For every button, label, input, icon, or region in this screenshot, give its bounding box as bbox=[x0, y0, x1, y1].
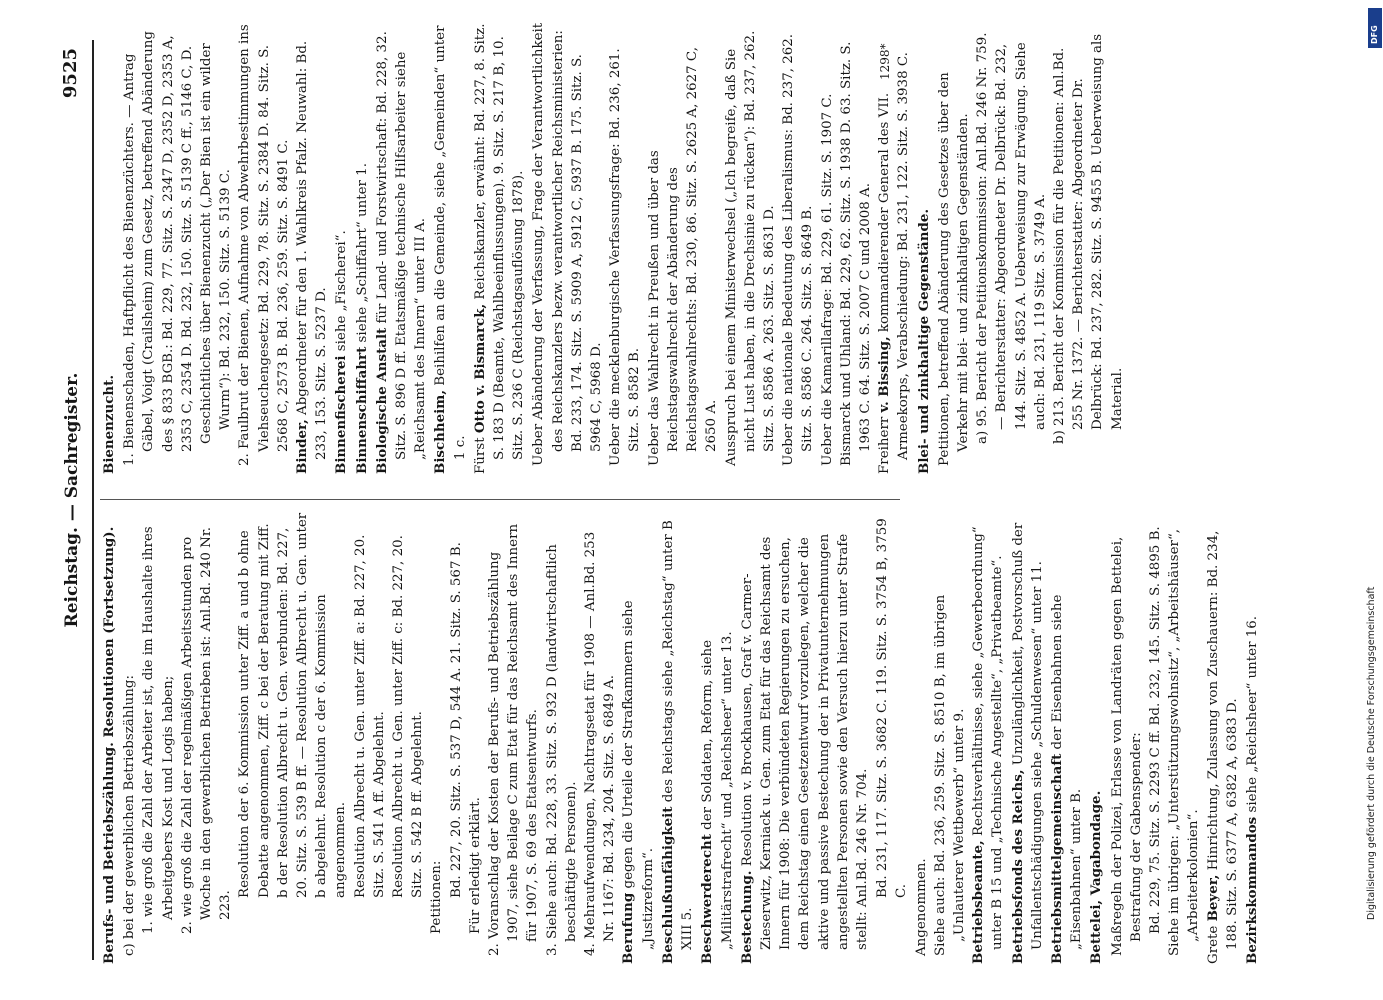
column-divider bbox=[100, 499, 900, 500]
index-entry: 2. wie groß die Zahl der regelmäßigen Arbeitsstunden pro Woche in den gewerblichen Betrieben ist: Anl.Bd. 240 Nr. 223. bbox=[179, 526, 234, 934]
index-entry: Bd. 231, 117. Sitz. S. 3682 C. 119. Sitz. S. 3754 B, 3759 C. bbox=[875, 518, 910, 898]
index-entry: Ueber Abänderung der Verfassung, Frage der Verantwortlichkeit des Reichskanzlers bezw. verantwortlicher Reichsministerien: Bd. 233, 174. Sitz. S. 5909 A, 5912 C, 5937 B. 175. Sitz. S. 5964 C, 5968 D. bbox=[531, 22, 605, 466]
index-entry: Bischheim, Beihilfen an die Gemeinde, siehe „Gemeinden“ unter 1 c. bbox=[432, 25, 468, 474]
left-column bbox=[100, 512, 1263, 964]
index-entry: Ueber die nationale Bedeutung des Liberalismus: Bd. 237, 262. Sitz. S. 8586 C. 264. Sitz. S. 8649 B. bbox=[781, 33, 816, 466]
index-entry: Bismarck und Uhland: Bd. 229, 62. Sitz. S. 1938 D. 63. Sitz. S. 1963 C. 64. Sitz. S. 2007 C und 2008 A. bbox=[838, 41, 873, 466]
index-entry: Resolution Albrecht u. Gen. unter Ziff. a: Bd. 227, 20. Sitz. S. 541 A ff. Abgelehnt. bbox=[352, 534, 387, 898]
index-entry: Resolution der 6. Kommission unter Ziff. a und b ohne Debatte angenommen, Ziff. c bei der Beratung mit Ziff. b der Resolution Albrecht u. Gen. verbunden: Bd. 227, 20. Sitz. S. 539 B ff. — Resolution Albrecht u. Gen. unter b abgelehnt. Resolution c der 6. Kommission angenommen. bbox=[237, 512, 349, 898]
index-entry: Angenommen. bbox=[913, 858, 929, 956]
index-entry: Petitionen: bbox=[429, 860, 445, 934]
header-rule bbox=[92, 40, 94, 960]
right-column bbox=[100, 22, 1127, 474]
digitization-note: Digitalisierung gefördert durch die Deutsche Forschungsgemeinschaft bbox=[1366, 586, 1377, 920]
index-entry: Bienenzucht. bbox=[101, 375, 117, 474]
index-entry: Bd. 227, 20. Sitz. S. 537 D, 544 A. 21. Sitz. S. 567 B. bbox=[448, 542, 464, 898]
index-entry: c) bei der gewerblichen Betriebszählung: bbox=[122, 675, 138, 956]
page-header bbox=[58, 0, 90, 1000]
index-entry: Geschichtliches über Bienenzucht („Der Bien ist ein wilder Wurm“): Bd. 232, 150. Sitz. S. 5139 C. bbox=[199, 43, 234, 444]
index-entry: Berufs- und Betriebszählung. Resolutionen (Fortsetzung). bbox=[101, 526, 117, 964]
index-entry: Betriebsbeamte, Rechtsverhältnisse, siehe „Gewerbeordnung“ unter B 15 und „Technische Angestellte“, „Privatbeamte“. bbox=[970, 526, 1006, 964]
index-entry: Blei- und zinkhaltige Gegenstände. bbox=[915, 208, 932, 474]
header-title: Reichstag. — Sachregister. bbox=[62, 372, 82, 628]
index-entry: Berufung gegen die Urteile der Strafkammern siehe „Justizreform“. bbox=[620, 600, 656, 964]
index-entry: Ueber die mecklenburgische Verfassungsfrage: Bd. 236, 261. Sitz. S. 8582 B. bbox=[608, 48, 643, 466]
index-entry: 1. Bienenschaden, Haftpflicht des Bienenzüchters. — Antrag Gäbel, Voigt (Crailsheim) zum Gesetz, betreffend Abänderung des § 833 BGB.: Bd. 229, 77. Sitz. S. 2347 D, 2352 D, 2353 A, 2353 C, 2354 D. Bd. 232, 150. Sitz. S. 5139 C ff., 5146 C, D. bbox=[122, 31, 195, 466]
index-entry: Fürst Otto v. Bismarck, Reichskanzler, erwähnt: Bd. 227, 8. Sitz. S. 183 D (Beamte, Wahlbeeinflussungen). 9. Sitz. S. 217 B, 10. Sitz. S. 236 C (Reichstagsauflösung 1878). bbox=[471, 23, 527, 474]
index-entry: Bestechung. Resolution v. Brockhausen, Graf v. Carmer-Zieserwitz, Kerniack u. Gen. zum Etat für das Reichsamt des Innern für 1908: Die verbündeten Regierungen zu ersuchen, dem Reichstag einen Gesetzentwurf vorzulegen, welcher die aktive und passive Bestechung der in Privatunternehmungen angestellten Personen sowie den Versuch hierzu unter Strafe stellt: Anl.Bd. 246 Nr. 704. bbox=[738, 533, 870, 964]
index-entry: Binnenschiffahrt siehe „Schiffahrt“ unter 1. bbox=[353, 163, 370, 474]
index-entry: Für erledigt erklärt. bbox=[467, 797, 483, 934]
index-entry: Ueber das Wahlrecht in Preußen und über das Reichstagswahlrecht der Abänderung des Reichstagswahlrechts: Bd. 230, 86. Sitz. S. 2625 A, 2627 C, 2650 A. bbox=[646, 47, 720, 466]
index-entry: Bezirkskommandos siehe „Reichsheer“ unter 16. bbox=[1243, 615, 1260, 964]
index-entry: 3. Siehe auch: Bd. 228, 33. Sitz. S. 932 D (landwirtschaftlich beschäftigte Personen). bbox=[544, 544, 579, 956]
index-entry: Resolution Albrecht u. Gen. unter Ziff. c: Bd. 227, 20. Sitz. S. 542 B ff. Abgelehnt. bbox=[391, 535, 426, 898]
index-entry: Freiherr v. Bissing, kommandierender General des VII. Armeekorps, Verabschiedung: Bd. 231, 122. Sitz. S. 3938 C. bbox=[876, 52, 912, 474]
index-entry: 1. wie groß die Zahl der Arbeiter ist, die im Haushalte ihres Arbeitgebers Kost und Logis haben; bbox=[141, 526, 176, 934]
index-entry: Bd. 229, 75. Sitz. S. 2293 C ff. Bd. 232, 145. Sitz. S. 4895 B. bbox=[1147, 526, 1163, 934]
index-entry: b) 213. Bericht der Kommission für die Petitionen: Anl.Bd. 255 Nr. 1372. — Berichterstatter: Abgeordneter Dr. Delbrück: Bd. 237, 282. Sitz. S. 9455 B. Ueberweisung als Material. bbox=[1051, 33, 1125, 444]
index-entry: 2. Voranschlag der Kosten der Berufs- und Betriebszählung 1907, siehe Beilage C zum Etat für das Reichsamt des Innern für 1907, S. 69 des Etatsentwurfs. bbox=[487, 523, 541, 956]
index-entry: Maßregeln der Polizei, Erlasse von Landräten gegen Bettelei, Bestrafung der Gabenspender: bbox=[1109, 536, 1144, 956]
index-entry: Siehe im übrigen: „Unterstützungswohnsitz“, „Arbeitshäuser“, „Arbeiterkolonien“. bbox=[1167, 528, 1202, 956]
index-entry: Biologische Anstalt für Land- und Forstwirtschaft: Bd. 228, 32. Sitz. S. 896 D ff. Etatsmäßige technische Hilfsarbeiter siehe „Reichsamt des Innern“ unter III A. bbox=[373, 31, 429, 474]
index-entry: Ueber die Kamarillafrage: Bd. 229, 61. Sitz. S. 1907 C. bbox=[819, 93, 835, 466]
index-entry: 2. Faulbrut der Bienen, Aufnahme von Abwehrbestimmungen ins Viehseuchengesetz: Bd. 229, 78. Sitz. S. 2384 D. 84. Sitz. S. 2568 C, 2573 B. Bd. 236, 259. Sitz. S. 8491 C. bbox=[237, 24, 291, 466]
index-entry: Siehe auch: Bd. 236, 259. Sitz. S. 8510 B, im übrigen „Unlauterer Wettbewerb“ unter 9. bbox=[932, 594, 967, 956]
index-entry: Beschlußunfähigkeit des Reichstags siehe „Reichstag“ unter B XIII 5. bbox=[659, 520, 696, 964]
index-entry: Beschwerderecht der Soldaten, Reform, siehe „Militärstrafrecht“ und „Reichsheer“ unter 13. bbox=[699, 631, 735, 964]
printer-signature: 1298* bbox=[878, 43, 892, 80]
index-entry: Ausspruch bei einem Ministerwechsel („Ich begreife, daß Sie nicht Lust haben, in die Drechsinie zu rücken“): Bd. 237, 262. Sitz. S. 8586 A. 263. Sitz. S. 8631 D. bbox=[723, 30, 777, 466]
index-entry: Betriebsmittelgemeinschaft der Eisenbahnen siehe „Eisenbahnen“ unter B. bbox=[1048, 594, 1085, 964]
index-entry: Binder, Abgeordneter für den 1. Wahlkreis Pfalz. Neuwahl: Bd. 233, 153. Sitz. S. 5237 D. bbox=[294, 40, 330, 474]
index-entry: Betriebsfonds des Reichs, Unzulänglichkeit, Postvorschuß der Unfallentschädigungen siehe „Schuldenwesen“ unter 11. bbox=[1009, 522, 1045, 964]
page-number: 9525 bbox=[60, 48, 81, 99]
index-entry: Grete Beyer, Hinrichtung, Zulassung von Zuschauern: Bd. 234, 188. Sitz. S. 6377 A, 6382 A, 6383 D. bbox=[1204, 530, 1240, 964]
dfg-logo: DFG bbox=[1368, 8, 1382, 48]
index-entry: Binnenfischerei siehe „Fischerei“. bbox=[333, 230, 350, 474]
index-entry: Bettelei, Vagabondage. bbox=[1088, 790, 1105, 964]
index-entry: a) 95. Bericht der Petitionskommission: Anl.Bd. 246 Nr. 759. — Berichterstatter: Abgeordneter Dr. Delbrück: Bd. 232, 144. Sitz. S. 4852 A. Ueberweisung zur Erwägung. Siehe auch: Bd. 231, 119 Sitz. S. 3749 A. bbox=[975, 32, 1048, 444]
index-entry: 4. Mehraufwendungen, Nachtragsetat für 1908 — Anl.Bd. 253 Nr. 1167: Bd. 234, 204. Sitz. S. 6849 A. bbox=[583, 531, 618, 956]
index-entry: Petitionen, betreffend Abänderung des Gesetzes über den Verkehr mit blei- und zinkhaltigen Gegenständen. bbox=[936, 72, 971, 466]
